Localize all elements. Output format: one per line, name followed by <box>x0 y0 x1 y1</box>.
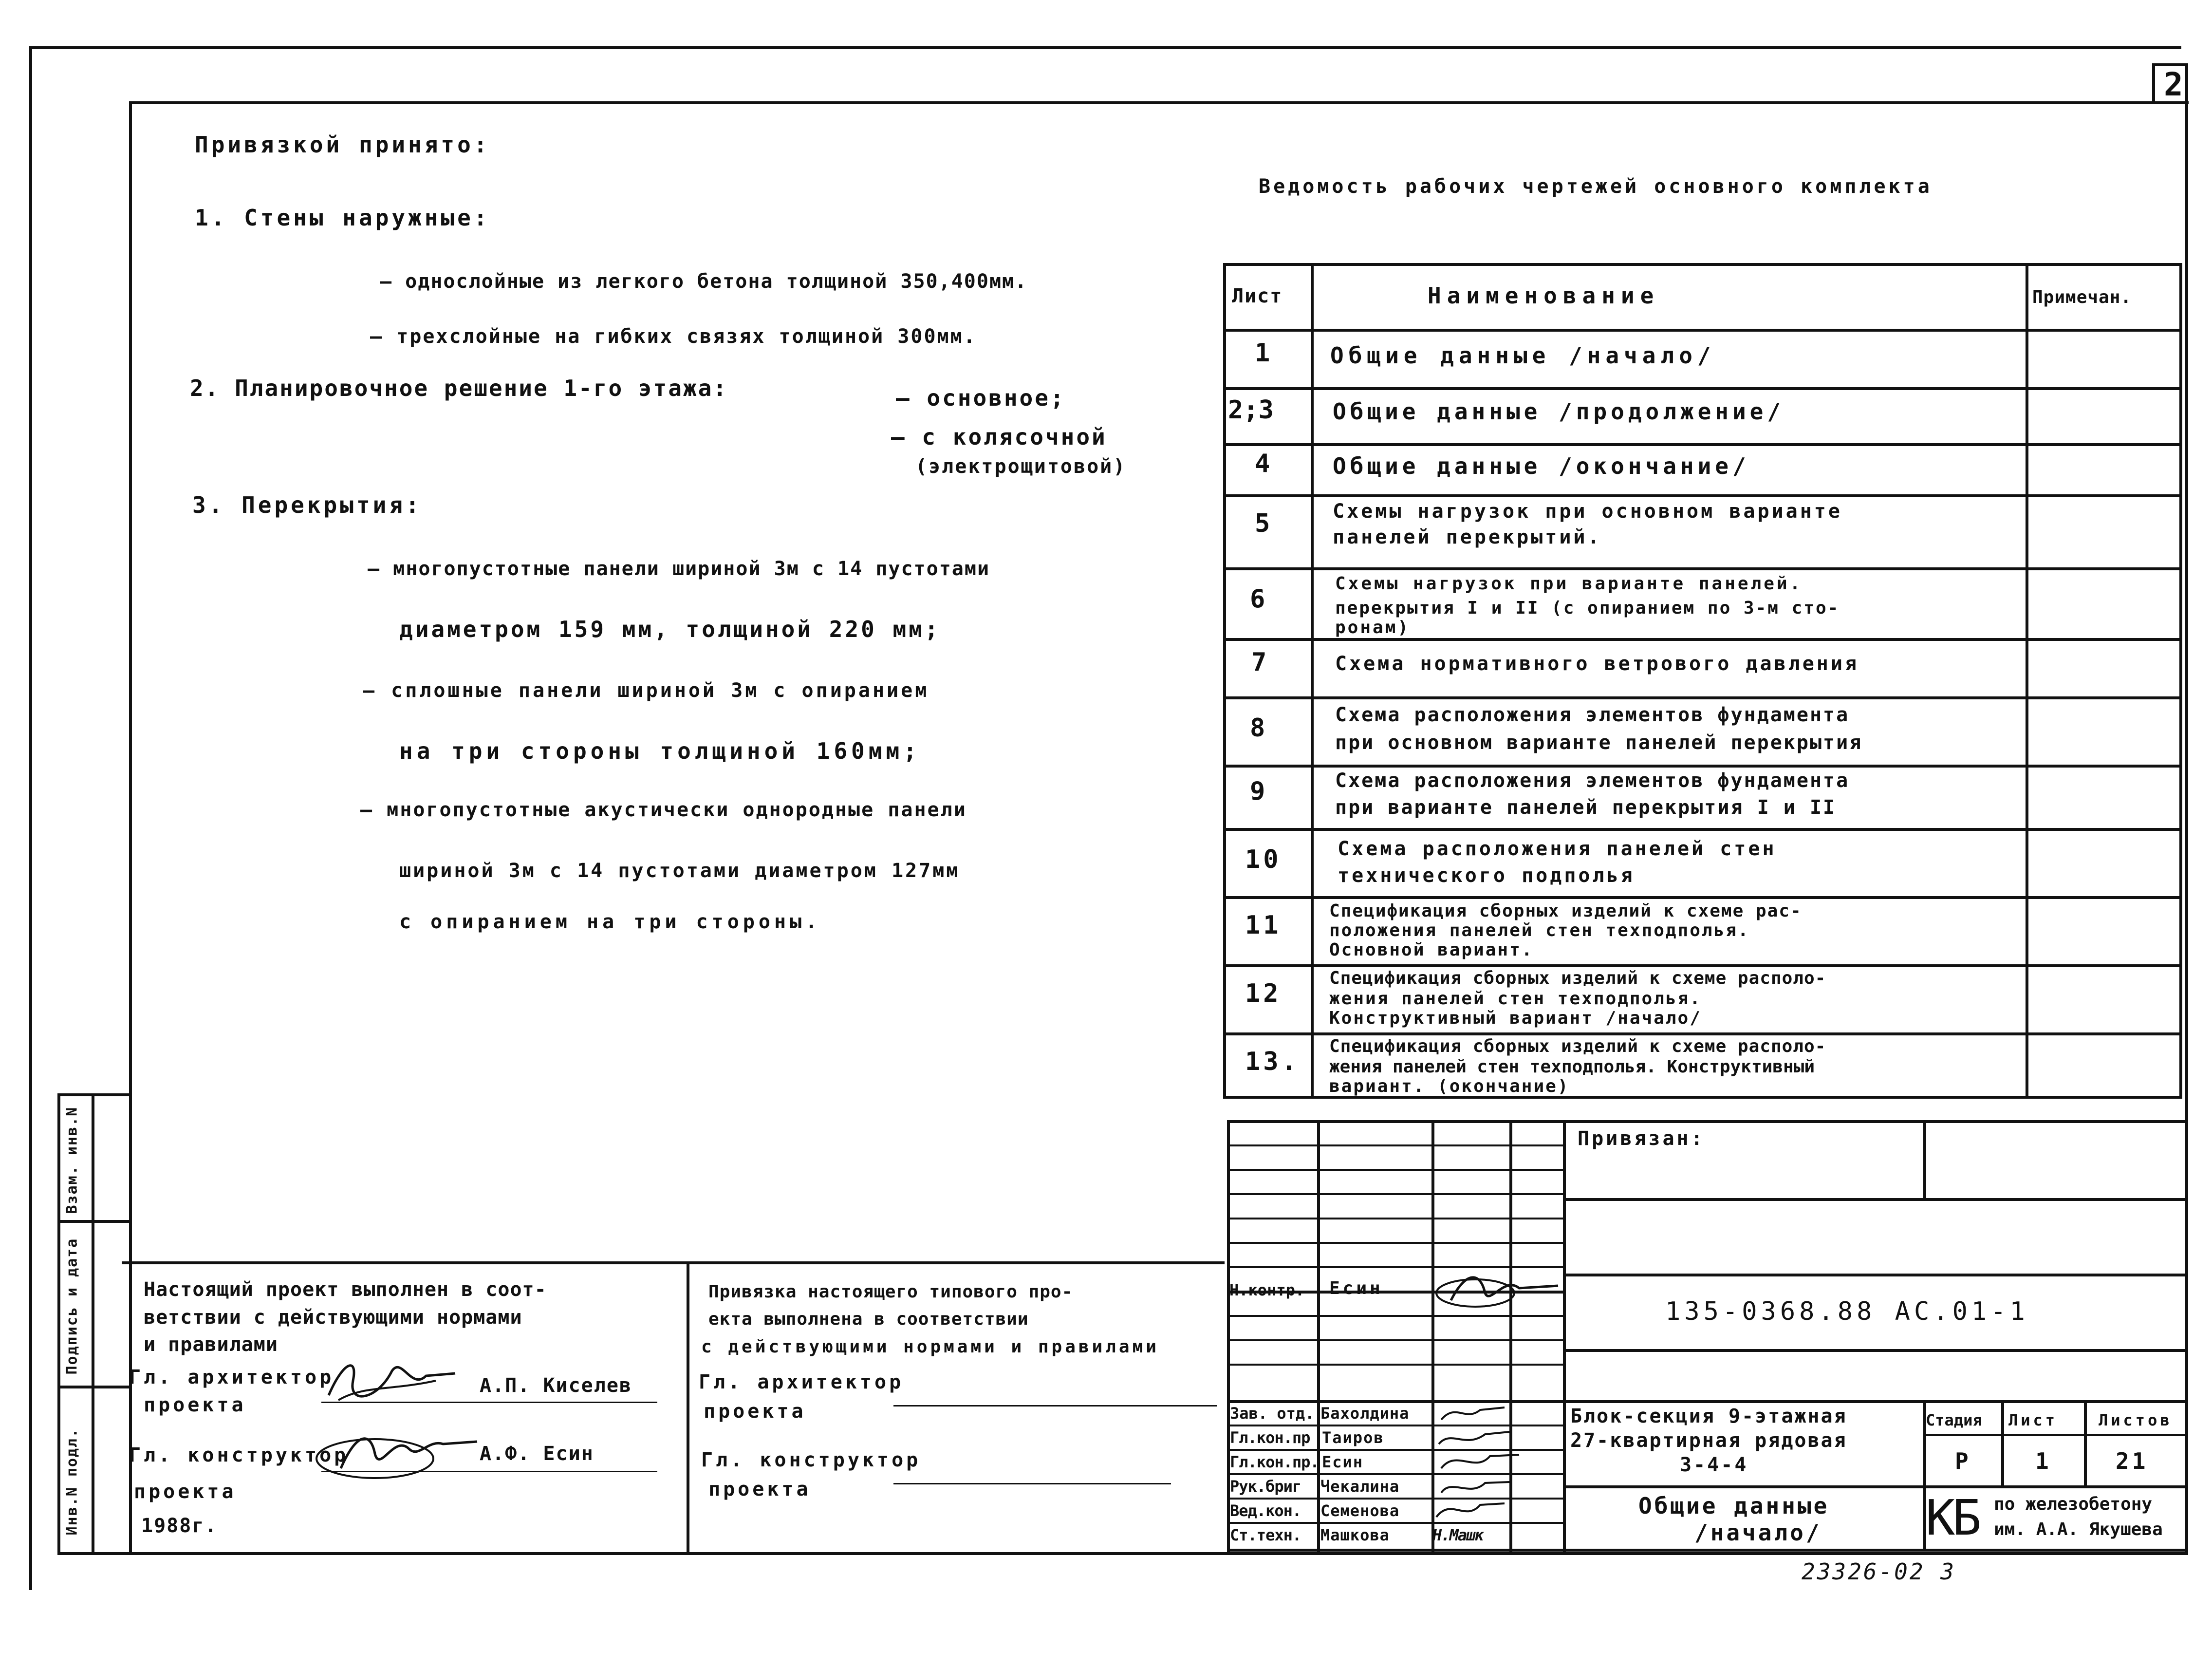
staff-name: Бахолдина <box>1320 1404 1410 1423</box>
staff-role: Зав. отд. <box>1230 1404 1315 1423</box>
notes-item3-line: шириной 3м с 14 пустотами диаметром 127мм <box>399 860 960 882</box>
statement2-constr-line <box>893 1483 1171 1484</box>
statement1-text3: и правилами <box>144 1333 278 1356</box>
sheet-title-2: /начало/ <box>1694 1519 1822 1546</box>
row-name-2: жения панелей стен техподполья. <box>1329 989 1702 1009</box>
staff-role: Гл.кон.пр. <box>1230 1453 1319 1471</box>
side-stamp-replace: Взам. инв.N <box>63 1106 81 1214</box>
row-name: Схема нормативного ветрового давления <box>1335 653 1859 675</box>
bound-label: Привязан: <box>1578 1127 1705 1150</box>
statement1-year: 1988г. <box>141 1515 218 1537</box>
statements-divider <box>687 1261 689 1554</box>
outer-frame-left <box>29 46 32 1590</box>
signature-kiselev <box>324 1351 460 1410</box>
org-line-1: по железобетону <box>1994 1494 2153 1514</box>
nkontr-name: Есин <box>1329 1278 1383 1298</box>
staff-name: Таиров <box>1322 1428 1384 1447</box>
col-header-sheet: Лист <box>1232 285 1283 307</box>
row-name: Общие данные /окончание/ <box>1333 453 1750 479</box>
row-sheet: 8 <box>1250 713 1268 743</box>
col-header-note: Примечан. <box>2032 287 2132 307</box>
notes-item1-line2: – трехслойные на гибких связях толщиной 300мм. <box>370 325 977 348</box>
staff-name: Чекалина <box>1320 1477 1400 1496</box>
row-name-2: положения панелей стен техподполья. <box>1329 920 1750 940</box>
row-sheet: 12 <box>1245 979 1282 1008</box>
register-table <box>1223 263 2182 1096</box>
doc-code: 135-0368.88 АС.01-1 <box>1665 1297 2029 1326</box>
arch-sign-line <box>321 1402 657 1403</box>
statement1-text2: ветствии с действующими нормами <box>144 1306 522 1329</box>
notes-item3-line: с опиранием на три стороны. <box>399 911 821 933</box>
signatures-staff <box>1431 1400 1529 1546</box>
statement2-constr-label1: Гл. конструктор <box>701 1449 921 1471</box>
row-sheet: 7 <box>1251 648 1270 677</box>
stage-label: Стадия <box>1926 1411 1982 1429</box>
row-sheet: 4 <box>1255 449 1273 478</box>
statement2-arch-label1: Гл. архитектор <box>699 1371 904 1393</box>
stage-value: Р <box>1955 1448 1971 1474</box>
sheets-value: 21 <box>2116 1448 2149 1474</box>
project-title-3: 3-4-4 <box>1680 1454 1748 1476</box>
statement1-constr-label2: проекта <box>134 1481 237 1503</box>
row-name-2: технического подполья <box>1338 864 1635 887</box>
statement2-text1: Привязка настоящего типового про- <box>708 1282 1073 1302</box>
statement1-constr-name: А.Ф. Есин <box>480 1443 594 1465</box>
row-name: Общие данные /продолжение/ <box>1333 398 1785 425</box>
side-stamp-sign-date: Подпись и дата <box>63 1238 81 1375</box>
row-sheet: 2;3 <box>1228 395 1274 425</box>
title-block <box>1227 1120 2186 1554</box>
sheet-box-left <box>2152 63 2155 102</box>
sheets-label: Листов <box>2099 1411 2173 1429</box>
staff-role: Рук.бриг <box>1230 1477 1301 1496</box>
tech-sign: Н.Машк <box>1432 1526 1483 1544</box>
notes-item3-line: диаметром 159 мм, толщиной 220 мм; <box>399 616 941 642</box>
staff-role: Вед.кон. <box>1230 1501 1301 1520</box>
signature-esin <box>312 1425 487 1488</box>
statement2-constr-label2: проекта <box>708 1478 811 1500</box>
notes-item3-line: – многопустотные акустически однородные панели <box>360 799 967 821</box>
side-stamp <box>57 1093 130 1554</box>
row-name: Спецификация сборных изделий к схеме располо- <box>1329 968 1826 988</box>
row-name-3: ронам) <box>1335 618 1411 638</box>
statement1-arch-name: А.П. Киселев <box>480 1374 632 1397</box>
row-name-3: Конструктивный вариант /начало/ <box>1329 1008 1702 1028</box>
nkontr-label: Н.контр. <box>1229 1281 1305 1299</box>
row-name-3: Основной вариант. <box>1329 940 1534 960</box>
notes-item1-line1: – однослойные из легкого бетона толщиной 350,400мм. <box>380 270 1028 293</box>
row-name: Схемы нагрузок при основном варианте <box>1333 500 1842 523</box>
statement2-arch-line <box>893 1405 1217 1406</box>
row-name: Спецификация сборных изделий к схеме располо- <box>1329 1036 1826 1056</box>
statement1-arch-label2: проекта <box>144 1394 246 1416</box>
constr-sign-line <box>321 1471 657 1472</box>
row-name-3: вариант. (окончание) <box>1329 1076 1570 1096</box>
staff-name: Семенова <box>1320 1501 1400 1520</box>
staff-name: Есин <box>1322 1453 1364 1471</box>
statement1-arch-label1: Гл. архитектор <box>129 1366 335 1388</box>
notes-item2-title: 2. Планировочное решение 1-го этажа: <box>190 375 728 401</box>
notes-item2-opt2b: (электрощитовой) <box>915 455 1127 478</box>
notes-item2-opt1: – основное; <box>896 385 1066 411</box>
row-sheet: 13. <box>1245 1047 1300 1076</box>
staff-name: Машкова <box>1320 1526 1390 1544</box>
row-name: Схема расположения элементов фундамента <box>1335 769 1850 792</box>
sheet-value: 1 <box>2035 1448 2052 1474</box>
sheet-title-1: Общие данные <box>1638 1493 1830 1519</box>
archive-number: 23326-02 3 <box>1802 1558 1956 1585</box>
col-header-name: Наименование <box>1428 282 1660 309</box>
notes-item2-opt2a: – с колясочной <box>891 424 1107 450</box>
row-name: Схемы нагрузок при варианте панелей. <box>1335 574 1803 594</box>
row-name-2: при варианте панелей перекрытия I и II <box>1335 796 1837 819</box>
notes-item3-line: – многопустотные панели шириной 3м с 14 пустотами <box>368 558 990 580</box>
staff-role: Ст.техн. <box>1230 1526 1301 1544</box>
org-logo: КБ <box>1926 1489 1979 1546</box>
outer-frame-top <box>29 46 2181 49</box>
statement2-arch-label2: проекта <box>704 1400 806 1423</box>
notes-item3-title: 3. Перекрытия: <box>192 492 422 518</box>
row-sheet: 6 <box>1250 584 1268 614</box>
sheet-number: 2 <box>2164 66 2183 103</box>
staff-role: Гл.кон.пр <box>1230 1428 1310 1447</box>
statement2-text3: с действующими нормами и правилами <box>701 1337 1159 1357</box>
row-name: Схема расположения элементов фундамента <box>1335 704 1850 726</box>
statement1-text1: Настоящий проект выполнен в соот- <box>144 1278 547 1301</box>
project-title-1: Блок-секция 9-этажная <box>1570 1405 1847 1427</box>
notes-heading: Привязкой принято: <box>195 131 490 158</box>
sheet-label: Лист <box>2008 1411 2058 1429</box>
row-name: Спецификация сборных изделий к схеме рас- <box>1329 901 1802 921</box>
statement2-text2: екта выполнена в соответствии <box>708 1309 1029 1329</box>
signature-nkontr <box>1431 1266 1573 1315</box>
statement1-constr-label1: Гл. конструктор <box>129 1444 349 1466</box>
row-sheet: 5 <box>1255 509 1273 538</box>
notes-item3-line: – сплошные панели шириной 3м с опиранием <box>363 679 929 702</box>
org-line-2: им. А.А. Якушева <box>1994 1519 2163 1539</box>
side-stamp-inv: Инв.N подл. <box>63 1427 81 1536</box>
notes-item3-line: на три стороны толщиной 160мм; <box>399 738 921 764</box>
project-title-2: 27-квартирная рядовая <box>1570 1429 1847 1452</box>
register-title: Ведомость рабочих чертежей основного комплекта <box>1259 175 1933 198</box>
inner-frame-top <box>129 101 2189 104</box>
row-name-2: панелей перекрытий. <box>1333 526 1602 548</box>
row-name-2: перекрытия I и II (с опиранием по 3-м сто- <box>1335 598 1840 618</box>
row-name: Общие данные /начало/ <box>1330 342 1716 369</box>
notes-item1-title: 1. Стены наружные: <box>195 205 490 231</box>
row-name: Схема расположения панелей стен <box>1338 838 1777 860</box>
row-sheet: 10 <box>1245 845 1282 874</box>
row-sheet: 11 <box>1245 911 1282 940</box>
statements-top-line <box>122 1261 1225 1264</box>
row-name-2: жения панелей стен техподполья. Конструктивный <box>1329 1057 1815 1077</box>
row-sheet: 9 <box>1250 777 1268 806</box>
row-sheet: 1 <box>1255 338 1273 368</box>
row-name-2: при основном варианте панелей перекрытия <box>1335 731 1863 754</box>
